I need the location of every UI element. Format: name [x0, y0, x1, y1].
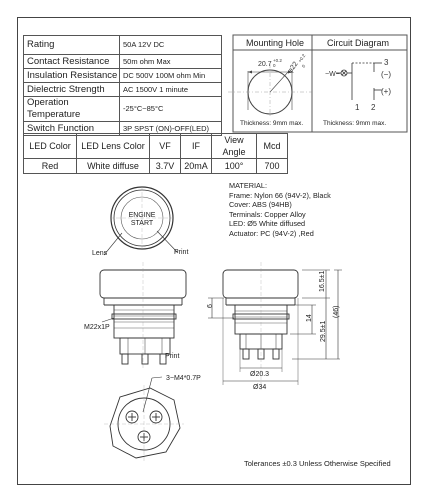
led-header-cell: LED Color [24, 134, 77, 159]
hole-diameter-tol-bot: 0 [300, 63, 307, 69]
led-header-cell: LED Lens Color [77, 134, 150, 159]
led-value-cell: Red [24, 159, 77, 174]
led-header-cell: IF [181, 134, 212, 159]
spec-label: Operation Temperature [24, 97, 120, 122]
spec-value: -25°C~85°C [120, 97, 222, 122]
spec-value: DC 500V 100M ohm Min [120, 69, 222, 83]
hole-width-tol-bot: 0 [273, 63, 276, 68]
led-value-cell: 3.7V [150, 159, 181, 174]
led-header-cell: View Angle [212, 134, 257, 159]
circuit-pin-3: 3 [384, 58, 389, 67]
hole-diameter-dim: φ22 [286, 60, 300, 75]
hole-width-tol-top: +0.2 [273, 58, 282, 63]
circuit-minus: (−) [381, 70, 391, 79]
spec-value: 3P SPST (ON)-OFF(LED) [120, 122, 222, 136]
led-header-cell: VF [150, 134, 181, 159]
dim-6: 6 [207, 304, 214, 308]
circuit-pin-1: 1 [355, 103, 360, 112]
material-title: MATERIAL: [229, 181, 267, 190]
circuit-plus: (+) [381, 87, 391, 96]
mounting-hole-title: Mounting Hole [246, 38, 305, 48]
thread-label: M22x1P [84, 324, 110, 331]
tolerance-note: Tolerances ±0.3 Unless Otherwise Specified [244, 459, 391, 468]
material-block [229, 181, 331, 239]
led-value-cell: 20mA [181, 159, 212, 174]
spec-value: 50m ohm Max [120, 55, 222, 69]
circuit-diagram-title: Circuit Diagram [327, 38, 390, 48]
led-value-cell: White diffuse [77, 159, 150, 174]
material-line: Cover: ABS (94HB) [229, 200, 292, 210]
material-line: Frame: Nylon 66 (94V-2), Black [229, 190, 331, 200]
material-line: LED: Ø5 White diffused [229, 219, 306, 229]
hole-width-dim: 20.7 [258, 61, 272, 68]
led-value-cell: 700 [257, 159, 288, 174]
dim-29-5: 29.5±1 [320, 320, 327, 342]
led-value-cell: 100° [212, 159, 257, 174]
circuit-thickness: Thickness: 9mm max. [323, 120, 387, 127]
spec-value: AC 1500V 1 minute [120, 83, 222, 97]
spec-label: Dielectric Strength [24, 83, 120, 97]
side-print-label: Print [165, 353, 180, 360]
button-text-start: START [130, 220, 154, 227]
dim-46: (46) [333, 305, 340, 318]
dim-34: Ø34 [253, 384, 267, 391]
button-text-engine: ENGINE [128, 212, 156, 219]
hole-diameter-tol-top: +0.2 [297, 53, 307, 64]
screw-label: 3−M4*0.7P [166, 375, 201, 382]
front-print-label: Print [174, 249, 189, 256]
dim-14: 14 [306, 314, 313, 322]
spec-label: Contact Resistance [24, 55, 120, 69]
dim-20-3: Ø20.3 [250, 371, 270, 378]
circuit-pin-2: 2 [371, 103, 376, 112]
led-header-cell: Mcd [257, 134, 288, 159]
spec-value: 50A 12V DC [120, 36, 222, 55]
spec-label: Insulation Resistance [24, 69, 120, 83]
bottom-view [104, 377, 184, 462]
dim-16-5: 16.5±1 [319, 270, 326, 292]
material-line: Actuator: PC (94V-2) ,Red [229, 228, 314, 238]
material-line: Terminals: Copper Alloy [229, 209, 306, 219]
circuit-symbol-w: −W− [325, 71, 340, 78]
spec-label: Rating [24, 36, 120, 55]
lens-label: Lens [92, 250, 108, 257]
mounting-hole-thickness: Thickness: 9mm max. [240, 120, 304, 127]
spec-label: Switch Function [24, 122, 120, 136]
